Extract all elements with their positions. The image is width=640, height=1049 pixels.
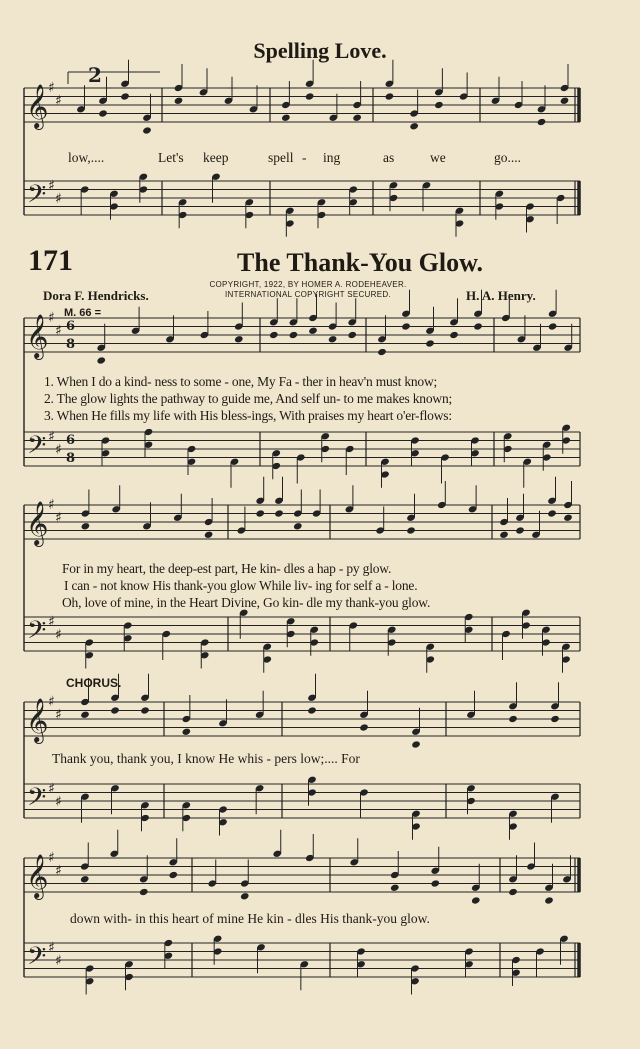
time-signature-top: 6 (66, 319, 76, 334)
sharp-sign: ♯ (48, 781, 55, 797)
hymn-number: 171 (28, 244, 73, 277)
copyright-line-1: COPYRIGHT, 1922, BY HOMER A. RODEHEAVER. (209, 280, 407, 289)
bass-clef: 𝄢 (27, 431, 47, 466)
lyric-word: low,.... (68, 150, 105, 165)
note-head (328, 335, 338, 343)
note-head (409, 122, 419, 130)
sharp-sign: ♯ (48, 80, 55, 96)
previous-hymn-title: Spelling Love. (253, 38, 387, 63)
chorus-label: CHORUS. (66, 676, 122, 690)
note-head (550, 715, 560, 723)
sharp-sign: ♯ (55, 863, 62, 879)
bass-clef: 𝄢 (27, 180, 47, 215)
note-head (499, 531, 509, 539)
hymn-title: The Thank-You Glow. (237, 248, 483, 277)
verse-1-line-a: 1. When I do a kind- ness to some - one, My Fa - ther in heav'n must know; (44, 374, 438, 389)
note-head (174, 97, 184, 105)
verse-2-line-b: I can - not know His thank-you glow While liv- ing for self a - lone. (64, 578, 418, 593)
treble-clef: 𝄞 (26, 698, 49, 742)
lyric-word: keep (203, 150, 229, 165)
note-head (274, 509, 284, 517)
note-head (110, 706, 120, 714)
time-signature-bottom: 8 (66, 337, 76, 352)
lyric-word: as (383, 150, 395, 165)
sharp-sign: ♯ (48, 694, 55, 710)
note-head (425, 339, 435, 347)
note-head (182, 728, 192, 736)
note-head (347, 331, 357, 339)
note-head (240, 892, 250, 900)
sharp-sign: ♯ (48, 497, 55, 513)
author-credit: Dora F. Hendricks. (43, 288, 149, 303)
sharp-sign: ♯ (55, 93, 62, 109)
sharp-sign: ♯ (48, 940, 55, 956)
note-head (560, 97, 570, 105)
sharp-sign: ♯ (55, 794, 62, 810)
note-head (406, 526, 416, 534)
sharp-sign: ♯ (55, 707, 62, 723)
verse-3-line-a: 3. When He fills my life with His bless-ings, With praises my heart o'er-flows: (44, 408, 452, 423)
sharp-sign: ♯ (55, 323, 62, 339)
note-head (359, 723, 369, 731)
verse-1-line-b: For in my heart, the deep-est part, He kin- dles a hap - py glow. (62, 561, 392, 576)
composer-credit: H. A. Henry. (466, 288, 536, 303)
note-head (544, 896, 554, 904)
note-head (204, 531, 214, 539)
note-head (390, 884, 400, 892)
note-head (508, 715, 518, 723)
bass-clef: 𝄢 (27, 942, 47, 977)
time-signature-bottom: 8 (66, 451, 76, 466)
note-head (385, 92, 395, 100)
verse-3-line-b: Oh, love of mine, in the Heart Divine, Go kin- dle my thank-you glow. (62, 595, 431, 610)
note-head (80, 875, 90, 883)
treble-clef: 𝄞 (26, 854, 49, 898)
note-head (293, 522, 303, 530)
note-head (289, 331, 299, 339)
chorus-lyrics-line-1: Thank you, thank you, I know He whis - pers low;.... For (52, 751, 360, 766)
note-head (142, 126, 152, 134)
treble-clef: 𝄞 (26, 84, 49, 128)
note-head (269, 331, 279, 339)
lyric-word: spell (268, 150, 294, 165)
note-head (168, 871, 178, 879)
sharp-sign: ♯ (55, 627, 62, 643)
bass-clef: 𝄢 (27, 616, 47, 651)
note-head (411, 740, 421, 748)
sharp-sign: ♯ (55, 191, 62, 207)
verse-2-line-a: 2. The glow lights the pathway to guide me, And self un- to me makes known; (44, 391, 453, 406)
note-head (139, 888, 149, 896)
lyric-word: we (430, 150, 446, 165)
note-head (234, 335, 244, 343)
note-head (547, 509, 557, 517)
sharp-sign: ♯ (55, 953, 62, 969)
lyric-word: go.... (494, 150, 521, 165)
treble-clef: 𝄞 (26, 314, 49, 358)
note-head (473, 322, 483, 330)
lyric-word: Let's (158, 150, 184, 165)
note-head (508, 888, 518, 896)
lyric-word: ing (323, 150, 341, 165)
note-head (305, 92, 315, 100)
lyric-word: - (302, 150, 307, 165)
sharp-sign: ♯ (48, 429, 55, 445)
note-head (548, 322, 558, 330)
note-head (307, 706, 317, 714)
note-head (120, 92, 130, 100)
sharp-sign: ♯ (48, 850, 55, 866)
note-head (430, 879, 440, 887)
sharp-sign: ♯ (48, 614, 55, 630)
note-head (537, 118, 547, 126)
treble-clef: 𝄞 (26, 501, 49, 545)
note-head (96, 356, 106, 364)
note-head (255, 509, 265, 517)
sharp-sign: ♯ (48, 178, 55, 194)
note-head (308, 327, 318, 335)
note-head (434, 101, 444, 109)
note-head (81, 522, 91, 530)
note-head (377, 348, 387, 356)
chorus-lyrics-line-2: down with- in this heart of mine He kin - dles His thank-you glow. (70, 911, 430, 926)
sharp-sign: ♯ (55, 442, 62, 458)
note-head (281, 114, 291, 122)
metronome-marking: M. 66 = (64, 307, 101, 319)
bass-clef: 𝄢 (27, 783, 47, 818)
note-head (98, 109, 108, 117)
note-head (140, 706, 150, 714)
time-signature-top: 6 (66, 433, 76, 448)
verse-marker: 2 (88, 63, 102, 87)
note-head (471, 896, 481, 904)
note-head (515, 526, 525, 534)
sharp-sign: ♯ (48, 310, 55, 326)
note-head (352, 114, 362, 122)
note-head (80, 711, 90, 719)
sharp-sign: ♯ (55, 510, 62, 526)
note-head (449, 331, 459, 339)
note-head (401, 322, 411, 330)
note-head (563, 514, 573, 522)
copyright-line-2: INTERNATIONAL COPYRIGHT SECURED. (225, 290, 391, 299)
